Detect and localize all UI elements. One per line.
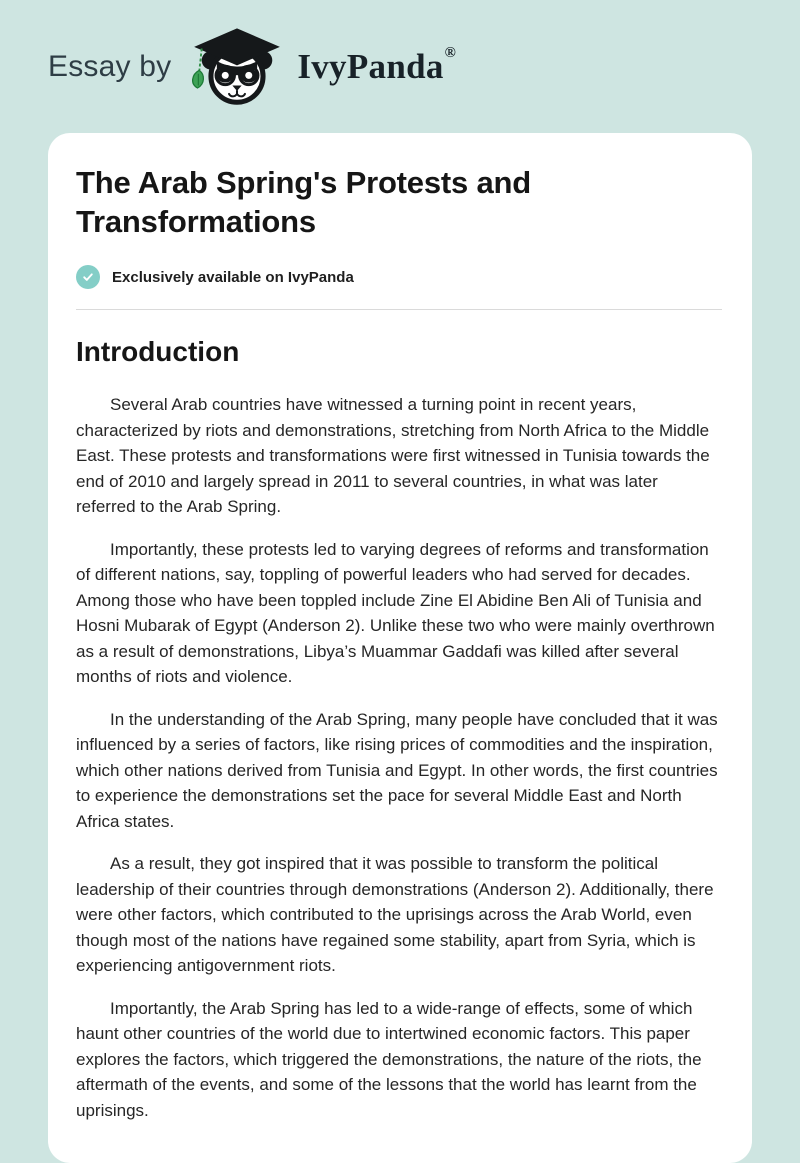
- paragraph: Importantly, these protests led to varying degrees of reforms and transformation of different nations, say, toppling of powerful leaders who had served for decades. Among those who have been toppled include Zine El Abidine Ben Ali of Tunisia and Hosni Mubarak of Egypt (Anderson 2). Unlike these two who were mainly overthrown as a result of demonstrations, Libya’s Muammar Gaddafi was killed after several months of riots and violence.: [76, 539, 715, 686]
- page-title: The Arab Spring's Protests and Transformations: [76, 165, 531, 239]
- section-heading-introduction: Introduction: [76, 336, 240, 367]
- brand-name: IvyPanda: [297, 46, 444, 86]
- paragraph: Several Arab countries have witnessed a turning point in recent years, characterized by riots and demonstrations, stretching from North Africa to the Middle East. These protests and transformations were first witnessed in Tunisia towards the end of 2010 and largely spread in 2011 to several countries, in what was later referred to the Arab Spring.: [76, 395, 710, 516]
- panda-graduate-logo-icon: [189, 25, 285, 109]
- essay-card: [48, 133, 752, 1163]
- essay-by-label: Essay by: [48, 49, 172, 83]
- divider: [76, 309, 722, 310]
- registered-trademark: ®: [444, 45, 456, 61]
- paragraph: Importantly, the Arab Spring has led to a wide-range of effects, some of which haunt other countries of the world due to intertwined economic factors. This paper explores the factors, which triggered the demonstrations, the nature of the riots, the aftermath of the events, and some of the lessons that the world has learnt from the uprisings.: [76, 998, 702, 1120]
- site-header: [0, 0, 800, 133]
- availability-badge: [76, 265, 722, 289]
- check-icon: [76, 265, 100, 289]
- availability-badge-label: Exclusively available on IvyPanda: [112, 268, 354, 286]
- paragraph: In the understanding of the Arab Spring, many people have concluded that it was influenced by a series of factors, like rising prices of commodities and the inspiration, which other nations derived from Tunisia and Egypt. In other words, the first countries to experience the demonstrations set the pace for several Middle East and North Africa states.: [76, 709, 718, 831]
- paragraph: As a result, they got inspired that it was possible to transform the political leadership of their countries through demonstrations (Anderson 2). Additionally, there were other factors, which contributed to the uprisings across the Arab World, even though most of the nations have regained some stability, apart from Syria, which is experiencing antigovernment riots.: [76, 854, 714, 975]
